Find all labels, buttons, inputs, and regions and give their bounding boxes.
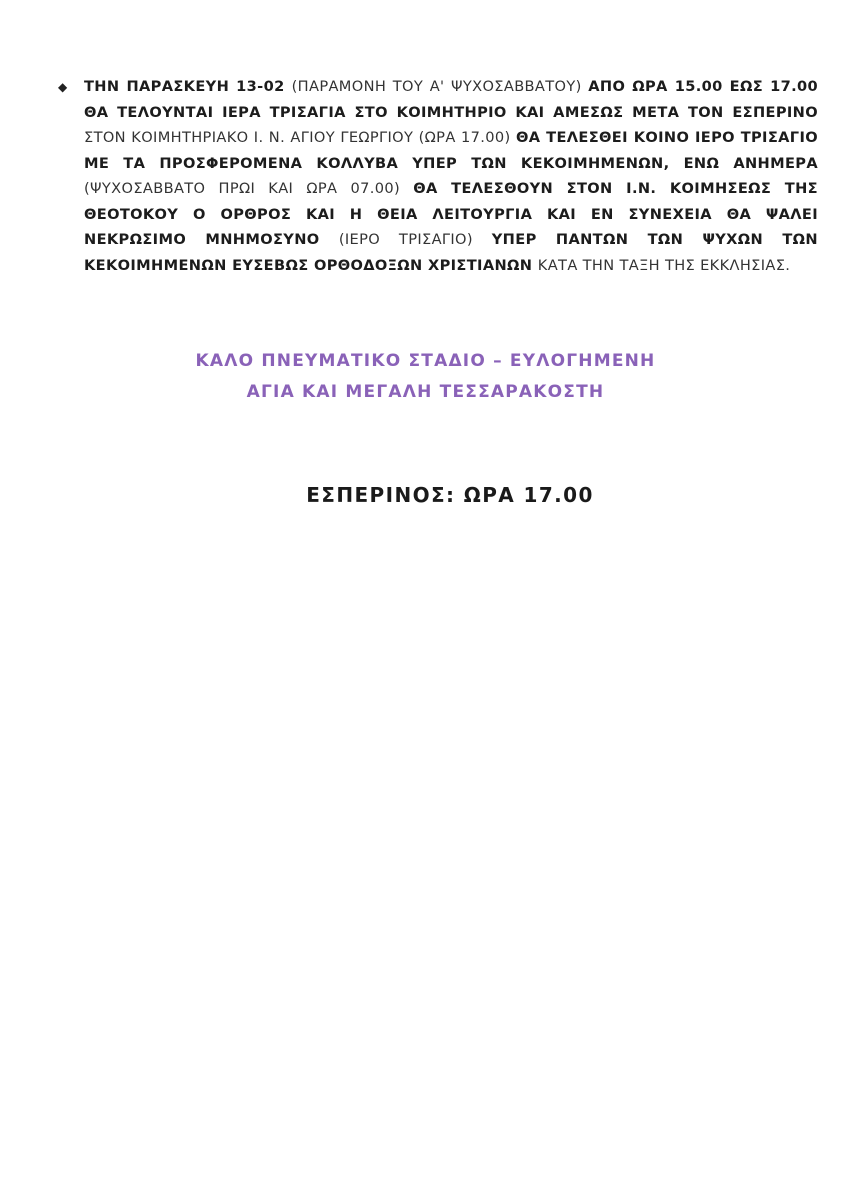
announcement-segment: (ΠΑΡΑΜΟΝΗ ΤΟΥ Α' ΨΥΧΟΣΑΒΒΑΤΟΥ) xyxy=(291,78,589,95)
greeting-line-2: ΑΓΙΑ ΚΑΙ ΜΕΓΑΛΗ ΤΕΣΣΑΡΑΚΟΣΤΗ xyxy=(246,382,605,402)
announcement-segment: ΚΑΤΑ ΤΗΝ ΤΑΞΗ ΤΗΣ ΕΚΚΛΗΣΙΑΣ. xyxy=(537,256,791,274)
announcement-segment: ΤΗΝ ΠΑΡΑΣΚΕΥΗ 13-02 xyxy=(84,78,292,95)
announcement-segment: ΑΠΟ ΩΡΑ 15.00 ΕΩΣ 17.00 ΘΑ ΤΕΛΟΥΝΤΑΙ ΙΕΡΑ ΤΡΙΣΑΓΙΑ ΣΤΟ ΚΟΙΜΗΤΗΡΙΟ ΚΑΙ ΑΜΕΣΩΣ ΜΕΤΑ ΤΟΝ ΕΣΠΕΡΙΝΟ xyxy=(84,78,818,121)
announcement-list-item xyxy=(58,74,828,278)
announcement-segment: ΣΤΟΝ ΚΟΙΜΗΤΗΡΙΑΚΟ Ι. Ν. ΑΓΙΟΥ ΓΕΩΡΓΙΟΥ (ΩΡΑ 17.00) xyxy=(84,129,516,146)
vespers-time: ΕΣΠΕΡΙΝΟΣ: ΩΡΑ 17.00 xyxy=(306,483,594,507)
announcement-segment: ΥΠΕΡ ΠΑΝΤΩΝ ΤΩΝ ΨΥΧΩΝ ΤΩΝ ΚΕΚΟΙΜΗΜΕΝΩΝ ΕΥΣΕΒΩΣ ΟΡΘΟΔΟΞΩΝ ΧΡΙΣΤΙΑΝΩΝ xyxy=(84,231,818,274)
diamond-bullet-icon: ◆ xyxy=(58,80,68,94)
lent-greeting xyxy=(0,346,851,408)
announcement-segment: ΘΑ ΤΕΛΕΣΘΕΙ ΚΟΙΝΟ ΙΕΡΟ ΤΡΙΣΑΓΙΟ ΜΕ ΤΑ ΠΡΟΣΦΕΡΟΜΕΝΑ ΚΟΛΛΥΒΑ ΥΠΕΡ ΤΩΝ ΚΕΚΟΙΜΗΜΕΝΩΝ, ΕΝΩ ΑΝΗΜΕΡΑ xyxy=(84,129,818,172)
announcement-segment: ΘΑ ΤΕΛΕΣΘΟΥΝ ΣΤΟΝ Ι.Ν. ΚΟΙΜΗΣΕΩΣ ΤΗΣ ΘΕΟΤΟΚΟΥ Ο ΟΡΘΡΟΣ ΚΑΙ Η ΘΕΙΑ ΛΕΙΤΟΥΡΓΙΑ ΚΑΙ ΕΝ ΣΥΝΕΧΕΙΑ ΘΑ ΨΑΛΕΙ ΝΕΚΡΩΣΙΜΟ ΜΝΗΜΟΣΥΝΟ xyxy=(84,180,818,248)
greeting-line-1: ΚΑΛΟ ΠΝΕΥΜΑΤΙΚΟ ΣΤΑΔΙΟ – ΕΥΛΟΓΗΜΕΝΗ xyxy=(195,351,656,371)
announcement-text xyxy=(84,74,818,278)
announcement-segment: (ΨΥΧΟΣΑΒΒΑΤΟ ΠΡΩΙ ΚΑΙ ΩΡΑ 07.00) xyxy=(84,180,414,197)
announcement-segment: (ΙΕΡΟ ΤΡΙΣΑΓΙΟ) xyxy=(338,231,492,248)
